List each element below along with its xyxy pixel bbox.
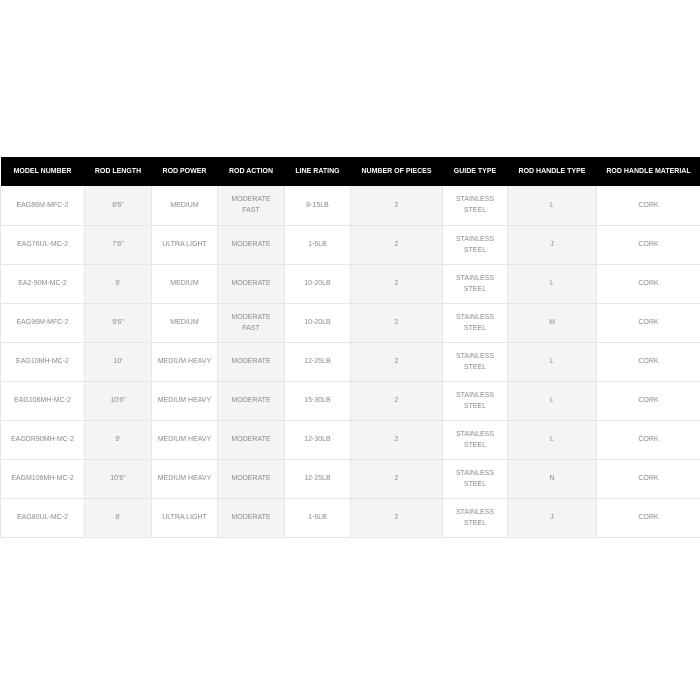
rod-action-cell: MODERATE FAST: [218, 303, 285, 342]
rod-handle-type-cell: L: [508, 342, 597, 381]
table-row: [1, 420, 700, 459]
table-row: [1, 264, 700, 303]
table-header-row: [1, 157, 700, 186]
table-row: [1, 459, 700, 498]
table-body: [1, 186, 700, 537]
rod-power-cell: MEDIUM HEAVY: [152, 459, 218, 498]
rod-length-cell: 8': [85, 498, 152, 537]
guide-type-cell: STAINLESS STEEL: [443, 186, 508, 225]
rod-action-cell: MODERATE FAST: [218, 186, 285, 225]
rod-handle-material-cell: CORK: [597, 303, 700, 342]
number-of-pieces-cell: 2: [351, 381, 443, 420]
line-rating-cell: 1-6LB: [285, 498, 351, 537]
line-rating-cell: 8-15LB: [285, 186, 351, 225]
table-row: [1, 225, 700, 264]
rod-length-cell: 10': [85, 342, 152, 381]
rod-length-cell: 9': [85, 420, 152, 459]
rod-handle-material-cell: CORK: [597, 381, 700, 420]
rod-handle-type-cell: L: [508, 420, 597, 459]
guide-type-cell: STAINLESS STEEL: [443, 342, 508, 381]
rod-handle-material-cell: CORK: [597, 264, 700, 303]
rod-power-cell: MEDIUM HEAVY: [152, 342, 218, 381]
rod-power-cell: ULTRA LIGHT: [152, 498, 218, 537]
guide-type-cell: STAINLESS STEEL: [443, 225, 508, 264]
number-of-pieces-cell: 2: [351, 186, 443, 225]
rod-action-cell: MODERATE: [218, 420, 285, 459]
rod-power-cell: MEDIUM: [152, 303, 218, 342]
header-model-number: MODEL NUMBER: [1, 157, 85, 186]
number-of-pieces-cell: 2: [351, 225, 443, 264]
model-number-cell: EAG106MH-MC-2: [1, 381, 85, 420]
number-of-pieces-cell: 2: [351, 264, 443, 303]
rod-handle-type-cell: N: [508, 459, 597, 498]
rod-power-cell: ULTRA LIGHT: [152, 225, 218, 264]
header-rod-action: ROD ACTION: [218, 157, 285, 186]
model-number-cell: EAG86M-MFC-2: [1, 186, 85, 225]
model-number-cell: EAGDR90MH-MC-2: [1, 420, 85, 459]
rod-handle-type-cell: L: [508, 381, 597, 420]
rod-handle-type-cell: L: [508, 186, 597, 225]
guide-type-cell: STAINLESS STEEL: [443, 303, 508, 342]
number-of-pieces-cell: 2: [351, 498, 443, 537]
rod-length-cell: 10'6": [85, 459, 152, 498]
rod-power-cell: MEDIUM: [152, 264, 218, 303]
rod-action-cell: MODERATE: [218, 264, 285, 303]
rod-length-cell: 7'6": [85, 225, 152, 264]
line-rating-cell: 1-6LB: [285, 225, 351, 264]
line-rating-cell: 12-25LB: [285, 342, 351, 381]
header-guide-type: GUIDE TYPE: [443, 157, 508, 186]
rod-handle-type-cell: L: [508, 264, 597, 303]
rod-action-cell: MODERATE: [218, 342, 285, 381]
rod-handle-material-cell: CORK: [597, 342, 700, 381]
number-of-pieces-cell: 2: [351, 303, 443, 342]
header-rod-power: ROD POWER: [152, 157, 218, 186]
rod-handle-type-cell: M: [508, 303, 597, 342]
rod-handle-type-cell: J: [508, 498, 597, 537]
guide-type-cell: STAINLESS STEEL: [443, 264, 508, 303]
guide-type-cell: STAINLESS STEEL: [443, 420, 508, 459]
header-rod-handle-material: ROD HANDLE MATERIAL: [597, 157, 700, 186]
rod-handle-material-cell: CORK: [597, 225, 700, 264]
model-number-cell: EAG80UL-MC-2: [1, 498, 85, 537]
rod-handle-material-cell: CORK: [597, 459, 700, 498]
number-of-pieces-cell: 2: [351, 459, 443, 498]
rod-action-cell: MODERATE: [218, 498, 285, 537]
rod-action-cell: MODERATE: [218, 459, 285, 498]
rod-length-cell: 9'6": [85, 303, 152, 342]
rod-action-cell: MODERATE: [218, 225, 285, 264]
guide-type-cell: STAINLESS STEEL: [443, 459, 508, 498]
model-number-cell: EAGM106MH-MC-2: [1, 459, 85, 498]
guide-type-cell: STAINLESS STEEL: [443, 381, 508, 420]
rod-length-cell: 8'6": [85, 186, 152, 225]
model-number-cell: EAG10MH-MC-2: [1, 342, 85, 381]
rod-length-cell: 9': [85, 264, 152, 303]
rod-length-cell: 10'6": [85, 381, 152, 420]
header-rod-length: ROD LENGTH: [85, 157, 152, 186]
rod-handle-material-cell: CORK: [597, 186, 700, 225]
line-rating-cell: 10-20LB: [285, 303, 351, 342]
line-rating-cell: 15-30LB: [285, 381, 351, 420]
model-number-cell: EAG96M-MFC-2: [1, 303, 85, 342]
rod-power-cell: MEDIUM HEAVY: [152, 420, 218, 459]
table-row: [1, 498, 700, 537]
table-row: [1, 342, 700, 381]
guide-type-cell: STAINLESS STEEL: [443, 498, 508, 537]
line-rating-cell: 12-30LB: [285, 420, 351, 459]
header-number-of-pieces: NUMBER OF PIECES: [351, 157, 443, 186]
table-row: [1, 303, 700, 342]
table-row: [1, 381, 700, 420]
rod-power-cell: MEDIUM: [152, 186, 218, 225]
rod-spec-table: [0, 157, 700, 538]
header-line-rating: LINE RATING: [285, 157, 351, 186]
table-row: [1, 186, 700, 225]
header-rod-handle-type: ROD HANDLE TYPE: [508, 157, 597, 186]
rod-handle-material-cell: CORK: [597, 420, 700, 459]
rod-power-cell: MEDIUM HEAVY: [152, 381, 218, 420]
rod-action-cell: MODERATE: [218, 381, 285, 420]
model-number-cell: EA2-90M-MC-2: [1, 264, 85, 303]
line-rating-cell: 12-25LB: [285, 459, 351, 498]
model-number-cell: EAG76UL-MC-2: [1, 225, 85, 264]
number-of-pieces-cell: 2: [351, 420, 443, 459]
rod-handle-type-cell: J: [508, 225, 597, 264]
rod-handle-material-cell: CORK: [597, 498, 700, 537]
number-of-pieces-cell: 2: [351, 342, 443, 381]
line-rating-cell: 10-20LB: [285, 264, 351, 303]
